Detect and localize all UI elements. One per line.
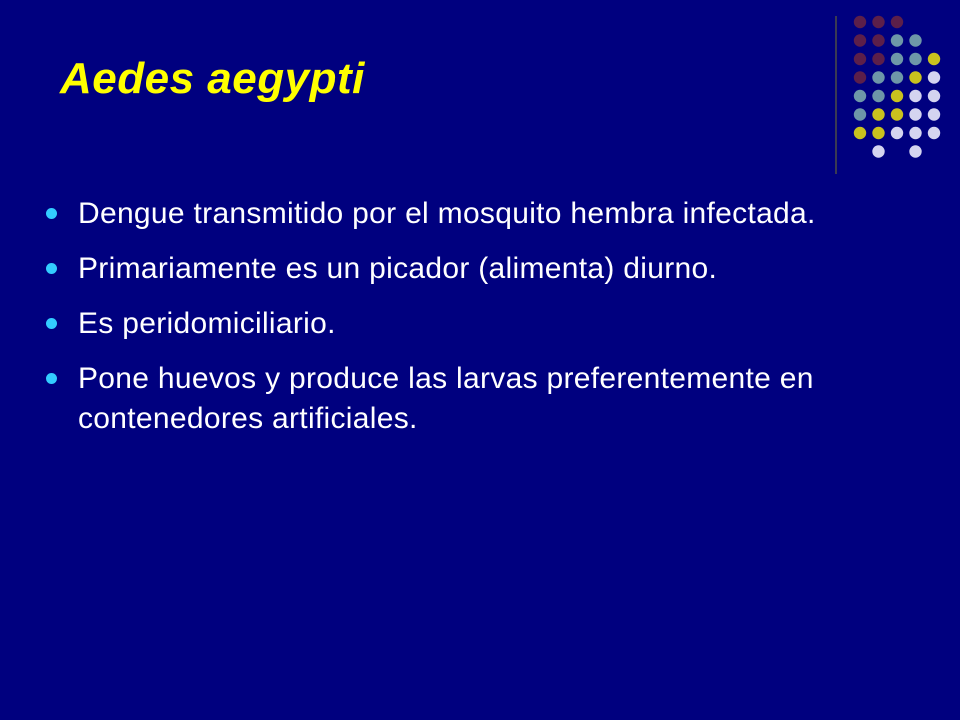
decorative-divider-line: [835, 16, 837, 174]
decorative-dot: [928, 53, 940, 65]
decorative-dot: [854, 34, 866, 46]
dot-grid-graphic: [850, 12, 950, 160]
slide-title: Aedes aegypti: [60, 54, 365, 103]
decorative-dot: [891, 34, 903, 46]
decorative-dot: [872, 127, 884, 139]
bullet-icon: [46, 373, 57, 384]
decorative-dot: [928, 71, 940, 83]
bullet-item: [46, 359, 926, 439]
decorative-dot-grid: [850, 12, 950, 160]
bullet-item: [46, 249, 926, 289]
decorative-dot: [872, 90, 884, 102]
decorative-dot: [854, 53, 866, 65]
decorative-dot: [872, 53, 884, 65]
bullet-item: [46, 304, 926, 344]
decorative-dot: [891, 16, 903, 28]
decorative-dot: [891, 127, 903, 139]
decorative-dot: [872, 16, 884, 28]
decorative-dot: [891, 71, 903, 83]
decorative-dot: [891, 108, 903, 120]
decorative-dot: [928, 90, 940, 102]
decorative-dot: [909, 90, 921, 102]
decorative-dot: [854, 16, 866, 28]
decorative-dot: [891, 90, 903, 102]
bullet-text: Primariamente es un picador (alimenta) diurno.: [78, 252, 718, 285]
bullet-item: [46, 194, 926, 234]
decorative-dot: [909, 145, 921, 157]
decorative-dot: [872, 108, 884, 120]
bullet-text: Es peridomiciliario.: [78, 307, 336, 340]
decorative-dot: [909, 34, 921, 46]
decorative-dot: [928, 127, 940, 139]
decorative-dot: [872, 71, 884, 83]
bullet-icon: [46, 318, 57, 329]
decorative-dot: [854, 108, 866, 120]
decorative-dot: [872, 145, 884, 157]
decorative-dot: [928, 108, 940, 120]
decorative-dot: [909, 127, 921, 139]
decorative-dot: [909, 53, 921, 65]
decorative-dot: [854, 127, 866, 139]
decorative-dot: [854, 90, 866, 102]
decorative-dot: [854, 71, 866, 83]
decorative-dot: [909, 71, 921, 83]
bullet-text: Dengue transmitido por el mosquito hembra infectada.: [78, 197, 816, 230]
bullet-text: Pone huevos y produce las larvas preferentemente en contenedores artificiales.: [78, 362, 814, 435]
decorative-dot: [891, 53, 903, 65]
bullet-icon: [46, 208, 57, 219]
decorative-dot: [872, 34, 884, 46]
bullet-icon: [46, 263, 57, 274]
decorative-dot: [909, 108, 921, 120]
bullet-list: [46, 194, 926, 454]
